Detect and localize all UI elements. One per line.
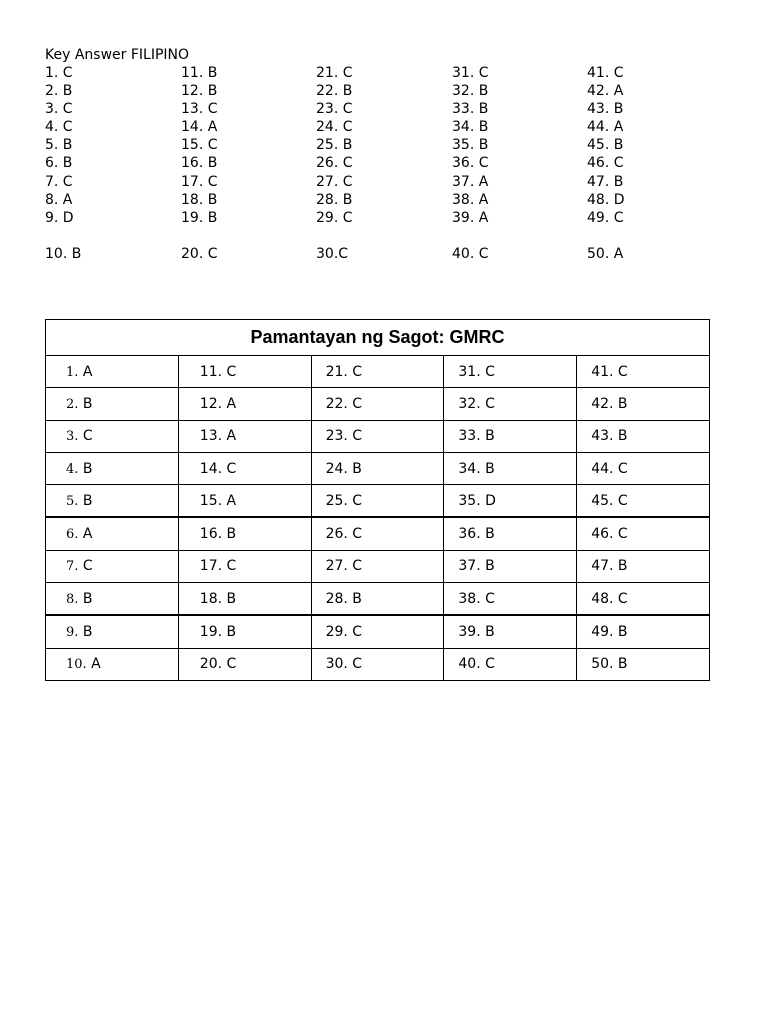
filipino-answer-item: 18. B [181, 191, 218, 208]
filipino-answer-item: 5. B [45, 137, 73, 154]
filipino-answer-item: 3. C [45, 101, 73, 118]
item-answer: C [78, 428, 93, 445]
item-answer: C [78, 558, 93, 575]
filipino-answer-item: 36. C [452, 155, 489, 172]
table-row [46, 517, 710, 550]
filipino-answer-item: 43. B [587, 101, 624, 118]
filipino-answer-column [587, 64, 717, 263]
table-cell [46, 615, 179, 648]
filipino-answer-item: 29. C [316, 209, 353, 226]
table-cell: 46. C [577, 517, 710, 550]
table-cell [46, 452, 179, 484]
filipino-answer-item: 40. C [452, 245, 489, 262]
filipino-answer-item: 47. B [587, 173, 624, 190]
table-cell: 41. C [577, 356, 710, 388]
table-row [46, 550, 710, 582]
table-cell: 35. D [444, 485, 577, 518]
filipino-answer-item: 23. C [316, 101, 353, 118]
table-cell: 30. C [311, 648, 444, 680]
table-cell: 43. B [577, 420, 710, 452]
item-answer: B [78, 395, 93, 412]
filipino-answer-item: 11. B [181, 65, 218, 81]
item-number: 3. [66, 429, 79, 445]
table-cell: 11. C [178, 356, 311, 388]
table-cell: 12. A [178, 388, 311, 420]
table-cell [46, 517, 179, 550]
filipino-answer-item: 12. B [181, 83, 218, 100]
item-number: 2. [66, 396, 79, 412]
filipino-answer-item: 10. B [45, 245, 82, 262]
table-cell: 49. B [577, 615, 710, 648]
table-cell [46, 583, 179, 616]
table-cell: 37. B [444, 550, 577, 582]
filipino-answer-item: 46. C [587, 155, 624, 172]
item-number: 5. [66, 493, 79, 509]
item-number: 8. [66, 591, 79, 607]
item-answer: B [78, 460, 93, 477]
filipino-answer-item: 9. D [45, 209, 74, 226]
filipino-answer-item: 6. B [45, 155, 73, 172]
filipino-answer-item: 48. D [587, 191, 625, 208]
item-number: 6. [66, 527, 79, 543]
filipino-answer-item: 50. A [587, 245, 624, 262]
filipino-answer-column [45, 64, 175, 263]
filipino-answer-item: 17. C [181, 173, 218, 190]
filipino-answer-item: 38. A [452, 191, 489, 208]
gmrc-table-title: Pamantayan ng Sagot: GMRC [46, 320, 710, 356]
filipino-answer-column [181, 64, 311, 263]
filipino-answer-item: 28. B [316, 191, 353, 208]
filipino-answer-item: 19. B [181, 209, 218, 226]
table-cell: 42. B [577, 388, 710, 420]
item-number: 9. [66, 625, 79, 641]
filipino-answer-item: 16. B [181, 155, 218, 172]
table-cell: 19. B [178, 615, 311, 648]
filipino-answer-item: 15. C [181, 137, 218, 154]
table-cell: 36. B [444, 517, 577, 550]
filipino-answer-item: 44. A [587, 119, 624, 136]
table-cell: 16. B [178, 517, 311, 550]
table-row [46, 615, 710, 648]
table-cell: 50. B [577, 648, 710, 680]
table-row [46, 452, 710, 484]
table-cell: 39. B [444, 615, 577, 648]
table-cell [46, 485, 179, 518]
table-cell: 31. C [444, 356, 577, 388]
filipino-answer-item: 45. B [587, 137, 624, 154]
item-answer: A [78, 526, 93, 543]
filipino-answer-item: 25. B [316, 137, 353, 154]
filipino-answer-item: 39. A [452, 209, 489, 226]
filipino-answer-item: 27. C [316, 173, 353, 190]
filipino-answer-item: 35. B [452, 137, 489, 154]
filipino-answer-item: 13. C [181, 101, 218, 118]
filipino-answer-item: 2. B [45, 83, 73, 100]
table-cell: 29. C [311, 615, 444, 648]
filipino-answer-item: 14. A [181, 119, 218, 136]
table-row [46, 420, 710, 452]
filipino-answer-item: 42. A [587, 83, 624, 100]
item-answer: A [78, 363, 93, 380]
item-number: 7. [66, 559, 79, 575]
filipino-answer-item: 33. B [452, 101, 489, 118]
filipino-answer-item: 20. C [181, 245, 218, 262]
filipino-answer-item: 8. A [45, 191, 73, 208]
table-cell: 26. C [311, 517, 444, 550]
filipino-answer-item: 37. A [452, 173, 489, 190]
table-cell: 33. B [444, 420, 577, 452]
filipino-answer-item: 31. C [452, 65, 489, 81]
table-cell: 40. C [444, 648, 577, 680]
table-row [46, 388, 710, 420]
table-cell: 38. C [444, 583, 577, 616]
table-row [46, 485, 710, 518]
table-cell: 28. B [311, 583, 444, 616]
table-cell: 47. B [577, 550, 710, 582]
table-cell: 17. C [178, 550, 311, 582]
filipino-answer-item: 32. B [452, 83, 489, 100]
table-cell [46, 388, 179, 420]
filipino-answer-item: 4. C [45, 119, 73, 136]
filipino-answer-item: 49. C [587, 209, 624, 226]
table-cell: 48. C [577, 583, 710, 616]
table-cell [46, 648, 179, 680]
table-cell: 14. C [178, 452, 311, 484]
table-cell: 23. C [311, 420, 444, 452]
filipino-answer-item: 7. C [45, 173, 73, 190]
item-number: 1. [66, 364, 79, 380]
filipino-answer-item: 41. C [587, 65, 624, 81]
table-cell: 21. C [311, 356, 444, 388]
table-cell [46, 356, 179, 388]
table-cell: 45. C [577, 485, 710, 518]
table-cell: 22. C [311, 388, 444, 420]
table-row [46, 583, 710, 616]
filipino-answer-item: 24. C [316, 119, 353, 136]
item-answer: A [86, 656, 101, 673]
filipino-answer-item: 34. B [452, 119, 489, 136]
filipino-key-title: Key Answer FILIPINO [45, 47, 190, 63]
table-cell: 20. C [178, 648, 311, 680]
table-row [46, 356, 710, 388]
filipino-answer-item: 26. C [316, 155, 353, 172]
item-number: 10. [66, 657, 87, 673]
table-row [46, 648, 710, 680]
filipino-answer-item: 30.C [316, 245, 349, 262]
item-answer: B [78, 492, 93, 509]
table-cell [46, 550, 179, 582]
table-cell: 18. B [178, 583, 311, 616]
filipino-answer-item: 1. C [45, 65, 73, 81]
item-answer: B [78, 624, 93, 641]
table-cell [46, 420, 179, 452]
table-cell: 15. A [178, 485, 311, 518]
table-cell: 34. B [444, 452, 577, 484]
filipino-answer-column [316, 64, 446, 263]
gmrc-answer-table [45, 319, 710, 681]
item-answer: B [78, 590, 93, 607]
item-number: 4. [66, 461, 79, 477]
table-cell: 27. C [311, 550, 444, 582]
filipino-answer-item: 22. B [316, 83, 353, 100]
filipino-answer-item: 21. C [316, 65, 353, 81]
filipino-answer-column [452, 64, 582, 263]
table-cell: 25. C [311, 485, 444, 518]
table-cell: 32. C [444, 388, 577, 420]
table-cell: 13. A [178, 420, 311, 452]
table-cell: 44. C [577, 452, 710, 484]
table-cell: 24. B [311, 452, 444, 484]
